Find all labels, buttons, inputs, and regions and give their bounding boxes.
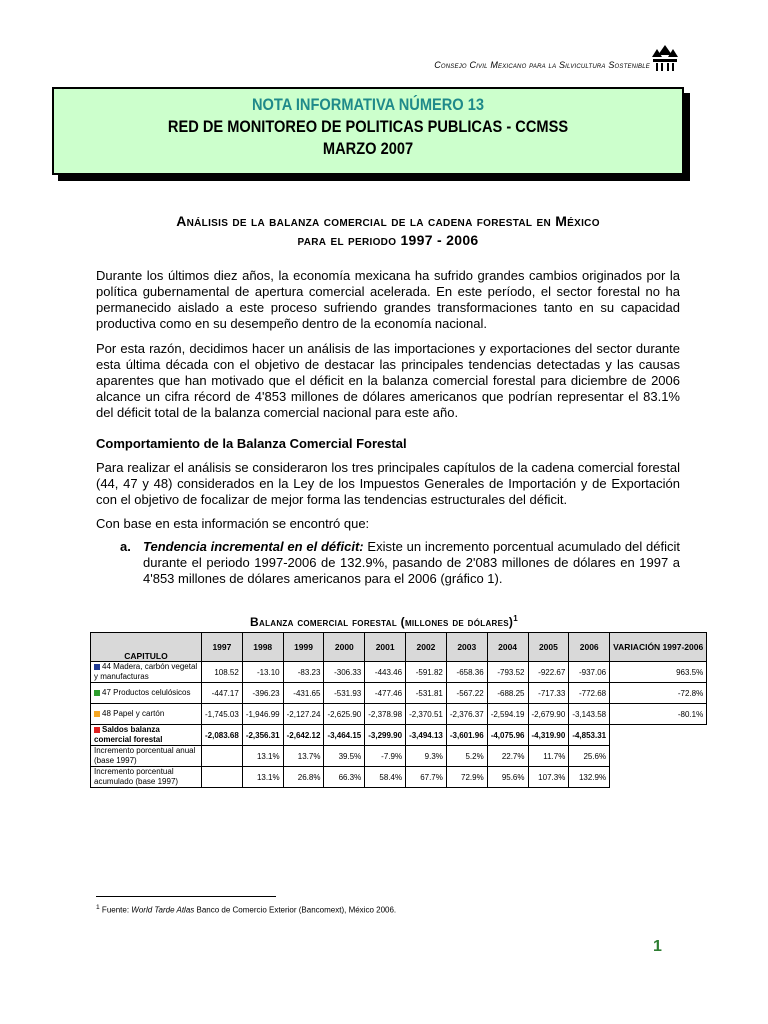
header-cell: 2003: [446, 633, 487, 662]
section-heading: Comportamiento de la Balanza Comercial Forestal: [96, 436, 407, 451]
table-cell: 9.3%: [406, 746, 447, 767]
page-number: 1: [653, 938, 662, 955]
footnote-divider: [96, 896, 276, 897]
row-label: Incremento porcentual anual (base 1997): [94, 746, 196, 765]
legend-square-icon: [94, 727, 100, 733]
table-cell: -2,083.68: [202, 725, 243, 746]
table-cell: -4,853.31: [569, 725, 610, 746]
table-cell: -2,594.19: [487, 704, 528, 725]
finding-emphasis: Tendencia incremental en el déficit:: [143, 539, 364, 554]
row-label: Incremento porcentual acumulado (base 1997): [94, 767, 179, 786]
row-label: 47 Productos celulósicos: [102, 688, 191, 697]
table-cell: 66.3%: [324, 767, 365, 788]
table-row: [91, 662, 707, 683]
row-label-cell: [91, 662, 202, 683]
table-cell: -4,075.96: [487, 725, 528, 746]
header-cell: 2000: [324, 633, 365, 662]
ccmss-logo: [650, 43, 680, 73]
table-cell: -2,679.90: [528, 704, 569, 725]
table-cell: -793.52: [487, 662, 528, 683]
legend-square-icon: [94, 690, 100, 696]
row-label: Saldos balanza comercial forestal: [94, 725, 163, 744]
legend-square-icon: [94, 664, 100, 670]
document-title: [96, 212, 680, 250]
table-cell: -591.82: [406, 662, 447, 683]
header-cell: 2006: [569, 633, 610, 662]
table-cell: 72.9%: [446, 767, 487, 788]
header-cell: 1999: [283, 633, 324, 662]
table-cell: 107.3%: [528, 767, 569, 788]
table-row: [91, 704, 707, 725]
table-cell: -2,370.51: [406, 704, 447, 725]
table-cell: -477.46: [365, 683, 406, 704]
table-cell: 13.1%: [242, 767, 283, 788]
table-cell: [202, 767, 243, 788]
table-cell: 95.6%: [487, 767, 528, 788]
table-cell: -531.81: [406, 683, 447, 704]
table-cell: -1,946.99: [242, 704, 283, 725]
table-cell: -2,625.90: [324, 704, 365, 725]
bulletin-banner: [52, 87, 684, 175]
table-cell: -3,299.90: [365, 725, 406, 746]
table-row: [91, 767, 707, 788]
table-cell: -306.33: [324, 662, 365, 683]
table-cell: -2,356.31: [242, 725, 283, 746]
header-cell: 2001: [365, 633, 406, 662]
table-cell: -3,464.15: [324, 725, 365, 746]
row-label-cell: [91, 767, 202, 788]
row-label-cell: [91, 704, 202, 725]
table-cell: -922.67: [528, 662, 569, 683]
table-cell: -13.10: [242, 662, 283, 683]
paragraph-method: Para realizar el análisis se consideraron los tres principales capítulos de la cadena comercial forestal (44, 47 y 48) considerados en la Ley de los Impuestos Generales de Importación y de Exportación con el objetivo de focalizar de mejor forma las tendencias estructurales del déficit.: [96, 460, 680, 507]
org-name: Consejo Civil Mexicano para la Silvicultura Sostenible: [434, 60, 650, 70]
table-cell: [610, 746, 707, 767]
table-cell: -2,378.98: [365, 704, 406, 725]
table-cell: -443.46: [365, 662, 406, 683]
row-label-cell: [91, 683, 202, 704]
header-cell: 2005: [528, 633, 569, 662]
table-cell: -531.93: [324, 683, 365, 704]
table-cell: -658.36: [446, 662, 487, 683]
table-cell: -688.25: [487, 683, 528, 704]
trade-balance-table: [90, 632, 707, 788]
table-cell: -717.33: [528, 683, 569, 704]
finding-label: a.: [120, 539, 131, 554]
table-caption: Balanza comercial forestal (millones de dólares)$^1$: [250, 614, 518, 629]
table-cell: -3,494.13: [406, 725, 447, 746]
table-cell: 13.1%: [242, 746, 283, 767]
table-cell: -83.23: [283, 662, 324, 683]
table-cell: -937.06: [569, 662, 610, 683]
table-row: [91, 683, 707, 704]
row-label-cell: [91, 725, 202, 746]
header-capitulo: CAPITULO: [91, 633, 202, 662]
bulletin-number: NOTA INFORMATIVA NÚMERO 13: [251, 95, 485, 114]
table-cell: 58.4%: [365, 767, 406, 788]
header-cell: 2002: [406, 633, 447, 662]
table-cell: -772.68: [569, 683, 610, 704]
paragraph-findings-intro: Con base en esta información se encontró que:: [96, 516, 370, 531]
table-cell: -7.9%: [365, 746, 406, 767]
row-label-cell: [91, 746, 202, 767]
table-cell: 25.6%: [569, 746, 610, 767]
paragraph-purpose: Por esta razón, decidimos hacer un análisis de las importaciones y exportaciones del sector durante esta última década con el objetivo de destacar las principales tendencias detectadas y las causas aparentes que han motivado que el déficit en la balanza comercial forestal para diciembre de 2006 alcance un cifra récord de 4'853 millones de dólares americanos que podrían representar el 83.1% del déficit total de la balanza comercial nacional para este año.: [96, 341, 680, 420]
header-cell: 2004: [487, 633, 528, 662]
header-cell: VARIACIÓN 1997-2006: [610, 633, 707, 662]
table-header-row: [91, 633, 707, 662]
table-cell: [610, 767, 707, 788]
table-cell: -2,376.37: [446, 704, 487, 725]
title-line-2: para el periodo 1997 - 2006: [297, 232, 479, 248]
paragraph-intro: Durante los últimos diez años, la economía mexicana ha sufrido grandes cambios originados por la política gubernamental de apertura comercial acelerada. En este período, el sector forestal no ha permanecido aislado a este proceso sufriendo grandes transformaciones tanto en su capacidad productiva como en su desempeño dentro de la economía nacional.: [96, 268, 680, 331]
table-cell: -447.17: [202, 683, 243, 704]
table-cell: 132.9%: [569, 767, 610, 788]
table-cell: 39.5%: [324, 746, 365, 767]
row-label: 44 Madera, carbón vegetal y manufacturas: [94, 662, 198, 681]
table-cell: [202, 746, 243, 767]
title-line-1: Análisis de la balanza comercial de la cadena forestal en México: [176, 213, 600, 229]
table-row: [91, 725, 707, 746]
table-cell: -3,143.58: [569, 704, 610, 725]
finding-text: Existe un incremento porcentual acumulado del déficit durante el periodo 1997-2006 de 132.9%, pasando de 2'083 millones de dólares en 1997 a 4'853 millones de dólares americanos para el 2006 (gráfico 1).: [143, 539, 680, 586]
table-cell: [610, 725, 707, 746]
table-cell: 26.8%: [283, 767, 324, 788]
row-label: 48 Papel y cartón: [102, 709, 165, 718]
table-cell: -72.8%: [610, 683, 707, 704]
header-cell: 1997: [202, 633, 243, 662]
table-cell: -567.22: [446, 683, 487, 704]
finding-item-a: [120, 539, 680, 587]
footnote: $^1$ Fuente: World Tarde Atlas Banco de Comercio Exterior (Bancomext), México 2006.: [96, 904, 397, 915]
table-cell: 13.7%: [283, 746, 324, 767]
table-cell: -2,127.24: [283, 704, 324, 725]
network-name: RED DE MONITOREO DE POLITICAS PUBLICAS - CCMSS: [167, 117, 569, 136]
table-cell: -396.23: [242, 683, 283, 704]
table-cell: 67.7%: [406, 767, 447, 788]
table-cell: 963.5%: [610, 662, 707, 683]
table-cell: 108.52: [202, 662, 243, 683]
table-cell: -3,601.96: [446, 725, 487, 746]
table-cell: 11.7%: [528, 746, 569, 767]
legend-square-icon: [94, 711, 100, 717]
table-cell: -431.65: [283, 683, 324, 704]
table-cell: 5.2%: [446, 746, 487, 767]
table-cell: -80.1%: [610, 704, 707, 725]
table-cell: -4,319.90: [528, 725, 569, 746]
header-cell: 1998: [242, 633, 283, 662]
table-cell: 22.7%: [487, 746, 528, 767]
table-cell: -2,642.12: [283, 725, 324, 746]
table-row: [91, 746, 707, 767]
bulletin-date: MARZO 2007: [322, 139, 414, 158]
table-cell: -1,745.03: [202, 704, 243, 725]
